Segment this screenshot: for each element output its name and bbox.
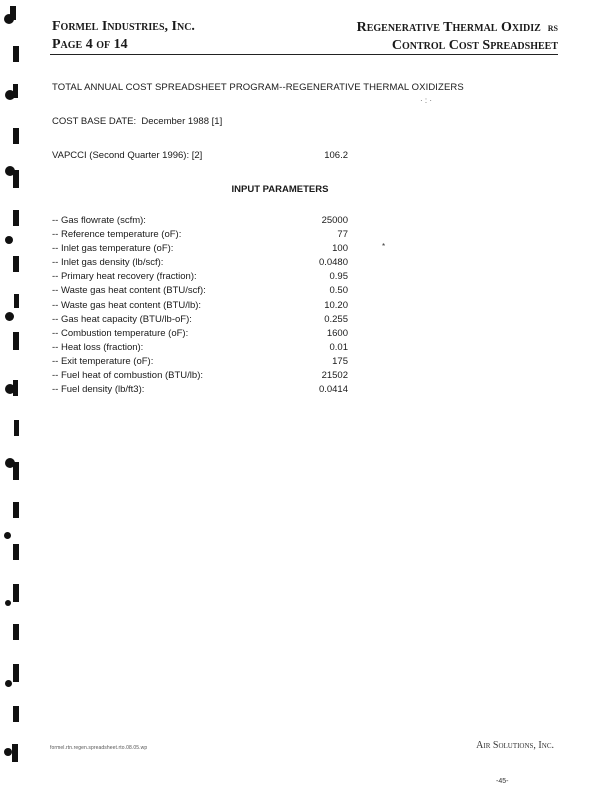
footer-company: Air Solutions, Inc. <box>476 740 554 751</box>
input-parameters-list <box>52 214 352 397</box>
page-mark: -45- <box>496 778 509 785</box>
header-divider <box>50 54 558 55</box>
parameter-value: 0.0480 <box>318 257 348 269</box>
parameter-row <box>52 214 352 228</box>
document-title <box>357 18 558 37</box>
page-indicator: Page 4 of 14 <box>52 37 128 52</box>
parameter-label: -- Inlet gas temperature (oF): <box>52 243 174 255</box>
header-left <box>52 18 195 54</box>
document-subtitle: Control Cost Spreadsheet <box>391 38 558 53</box>
document-title-main: Regenerative Thermal Oxidiz <box>356 20 541 35</box>
parameter-row <box>52 228 352 242</box>
parameter-row <box>52 313 352 327</box>
parameter-value: 0.50 <box>329 285 348 297</box>
parameter-row <box>52 355 352 369</box>
scan-speck: * <box>382 242 386 251</box>
parameter-label: -- Gas heat capacity (BTU/lb-oF): <box>52 313 192 325</box>
parameter-label: -- Fuel heat of combustion (BTU/lb): <box>52 370 203 382</box>
parameter-value: 100 <box>332 243 348 255</box>
document-title-suffix: rs <box>547 20 558 34</box>
parameter-row <box>52 327 352 341</box>
parameter-row <box>52 341 352 355</box>
scan-speck: · : · <box>420 96 432 105</box>
header-right <box>357 18 558 55</box>
parameter-row <box>52 383 352 397</box>
cost-base-value: December 1988 [1] <box>141 116 223 127</box>
parameter-value: 10.20 <box>324 299 348 311</box>
parameter-value: 77 <box>337 229 348 241</box>
binder-hole-marks <box>0 0 22 800</box>
cost-base-label: COST BASE DATE: <box>52 116 137 127</box>
parameter-value: 25000 <box>321 215 348 226</box>
parameter-row <box>52 270 352 284</box>
footer-file-reference: formel.rtn.regen.spreadsheet.rto.08.05.wp <box>50 745 148 751</box>
parameter-label: -- Waste gas heat content (BTU/scf): <box>52 285 206 297</box>
parameter-label: -- Gas flowrate (scfm): <box>52 215 146 226</box>
parameter-row <box>52 284 352 298</box>
parameter-label: -- Combustion temperature (oF): <box>52 327 189 339</box>
parameter-value: 0.0414 <box>318 384 348 396</box>
parameter-value: 0.01 <box>329 341 348 353</box>
vapcci-value: 106.2 <box>324 150 348 161</box>
vapcci-label: VAPCCI (Second Quarter 1996): [2] <box>52 150 203 161</box>
section-title: INPUT PARAMETERS <box>231 184 329 195</box>
parameter-value: 0.95 <box>329 271 348 283</box>
parameter-label: -- Exit temperature (oF): <box>52 355 154 367</box>
company-name: Formel Industries, Inc. <box>52 19 195 34</box>
parameter-row <box>52 242 352 256</box>
parameter-label: -- Inlet gas density (lb/scf): <box>52 257 164 269</box>
parameter-value: 0.255 <box>324 313 348 325</box>
cost-base-date <box>52 116 222 127</box>
parameter-label: -- Heat loss (fraction): <box>52 341 144 353</box>
parameter-row <box>52 369 352 383</box>
parameter-value: 1600 <box>326 327 348 339</box>
program-title: TOTAL ANNUAL COST SPREADSHEET PROGRAM--REGENERATIVE THERMAL OXIDIZERS <box>52 82 464 93</box>
parameter-label: -- Waste gas heat content (BTU/lb): <box>52 299 202 311</box>
parameter-label: -- Reference temperature (oF): <box>52 229 182 241</box>
parameter-row <box>52 256 352 270</box>
parameter-label: -- Fuel density (lb/ft3): <box>52 384 145 396</box>
parameter-value: 175 <box>332 355 348 367</box>
parameter-label: -- Primary heat recovery (fraction): <box>52 271 197 283</box>
parameter-value: 21502 <box>321 370 348 382</box>
parameter-row <box>52 299 352 313</box>
